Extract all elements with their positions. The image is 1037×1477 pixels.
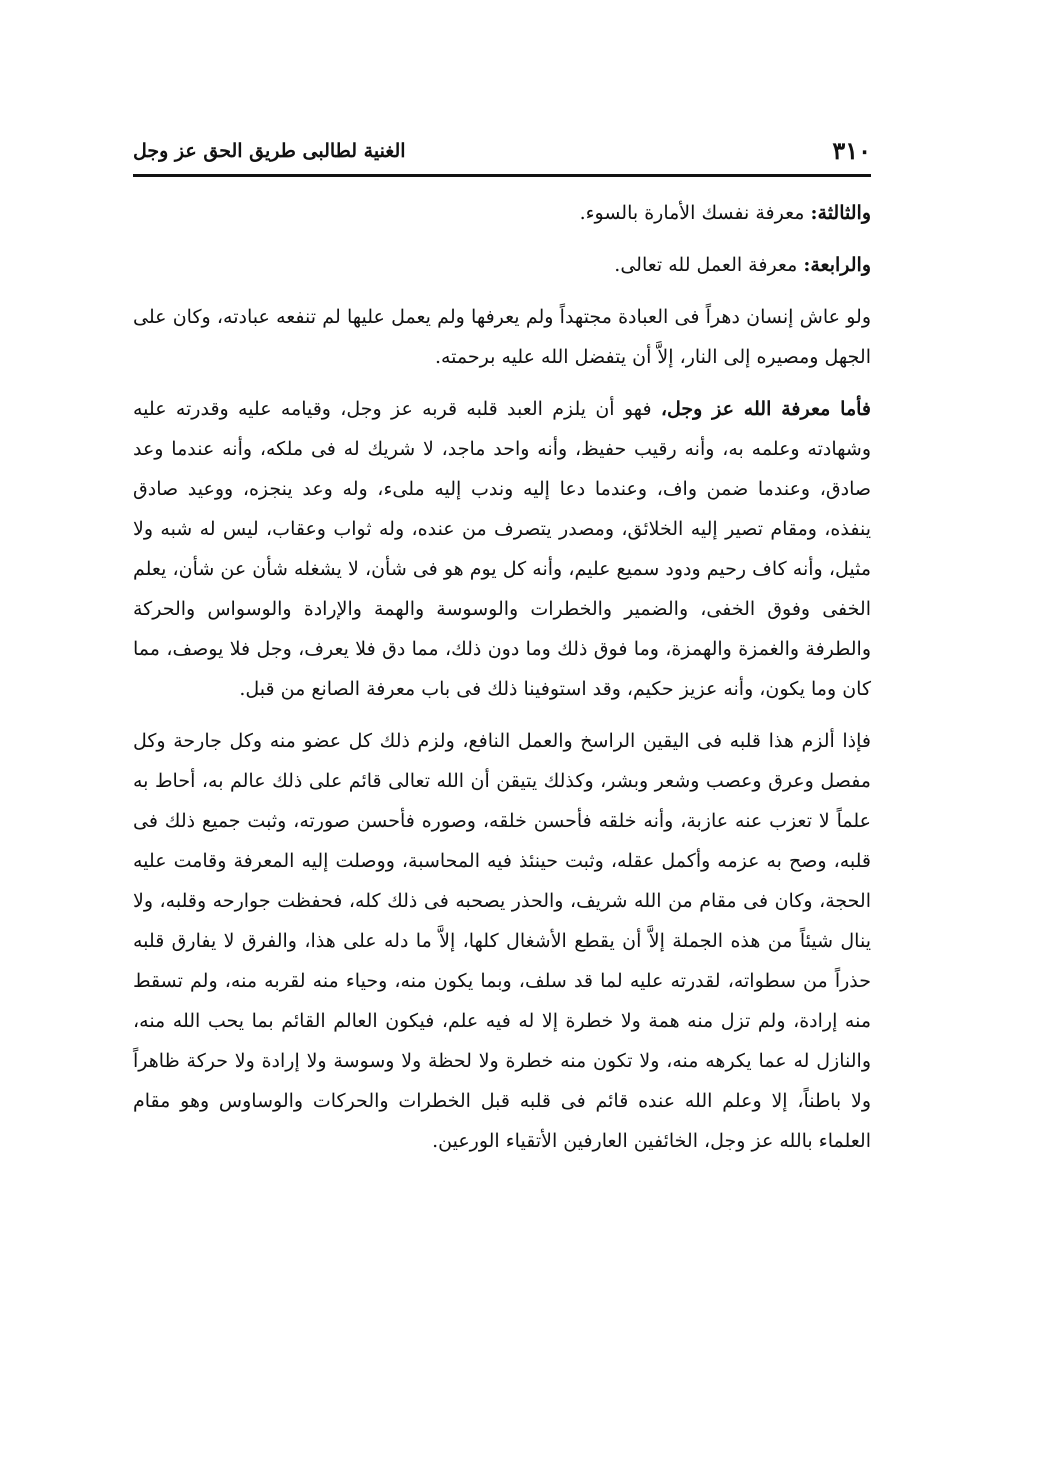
item-lead: والثالثة: (810, 202, 871, 224)
item-text: معرفة نفسك الأمارة بالسوء. (579, 202, 811, 224)
running-title: الغنية لطالبى طريق الحق عز وجل (133, 140, 406, 162)
list-item (133, 193, 871, 233)
paragraph (133, 297, 871, 377)
paragraph-lead: فأما معرفة الله عز وجل، (660, 398, 871, 420)
list-item (133, 245, 871, 285)
page-header (133, 130, 871, 177)
paragraph-text: ولو عاش إنسان دهراً فى العبادة مجتهداً ولم يعرفها ولم يعمل عليها لم تنفعه عبادته، وكان على الجهل ومصيره إلى النار، إلاَّ أن يتفضل الله عليه برحمته. (133, 306, 871, 368)
paragraph (133, 389, 871, 709)
paragraph-text: فإذا ألزم هذا قلبه فى اليقين الراسخ والعمل النافع، ولزم ذلك كل عضو منه وكل جارحة وكل مفصل وعرق وعصب وشعر وبشر، وكذلك يتيقن أن الله تعالى قائم على ذلك عالم به، أحاط به علماً لا تعزب عنه عازبة، وأنه خلقه فأحسن خلقه، وصوره فأحسن صورته، وثبت جميع ذلك فى قلبه، وصح به عزمه وأكمل عقله، وثبت حينئذ فيه المحاسبة، ووصلت إليه المعرفة وقامت عليه الحجة، وكان فى مقام من الله شريف، والحذر يصحبه فى ذلك كله، فحفظت جوارحه وقلبه، ولا ينال شيئاً من هذه الجملة إلاَّ أن يقطع الأشغال كلها، إلاَّ ما دله على هذا، والفرق لا يفارق قلبه حذراً من سطواته، لقدرته عليه لما قد سلف، وبما يكون منه، وحياء منه لقربه منه، ولم تسقط منه إرادة، ولم تزل منه همة ولا خطرة إلا له فيه علم، فيكون العالم القائم بما يحب الله منه، والنازل له عما يكرهه منه، ولا تكون منه خطرة ولا لحظة ولا وسوسة ولا إرادة ولا حركة ظاهراً ولا باطناً، إلا وعلم الله عنده قائم فى قلبه قبل الخطرات والحركات والوساوس وهو مقام العلماء بالله عز وجل، الخائفين العارفين الأتقياء الورعين. (133, 730, 871, 1152)
paragraph-text: فهو أن يلزم العبد قلبه قربه عز وجل، وقيامه عليه وقدرته عليه وشهادته وعلمه به، وأنه رقيب حفيظ، وأنه واحد ماجد، لا شريك له فى ملكه، وأنه عندما وعد صادق، وعندما ضمن واف، وعندما دعا إليه وندب إليه ملىء، وله وعد ينجزه، ووعيد صادق ينفذه، ومقام تصير إليه الخلائق، ومصدر يتصرف من عنده، وله ثواب وعقاب، ليس له شبه ولا مثيل، وأنه كاف رحيم ودود سميع عليم، وأنه كل يوم هو فى شأن، لا يشغله شأن عن شأن، يعلم الخفى وفوق الخفى، والضمير والخطرات والوسوسة والهمة والإرادة والوسواس والحركة والطرفة والغمزة والهمزة، وما فوق ذلك وما دون ذلك، مما دق فلا يعرف، وجل فلا يوصف، مما كان وما يكون، وأنه عزيز حكيم، وقد استوفينا ذلك فى باب معرفة الصانع من قبل. (133, 398, 871, 700)
page-body (133, 193, 871, 1161)
item-text: معرفة العمل لله تعالى. (614, 254, 804, 276)
page-number: ٣١٠ (832, 136, 871, 165)
book-page (133, 130, 871, 1173)
item-lead: والرابعة: (803, 254, 871, 276)
paragraph (133, 721, 871, 1161)
